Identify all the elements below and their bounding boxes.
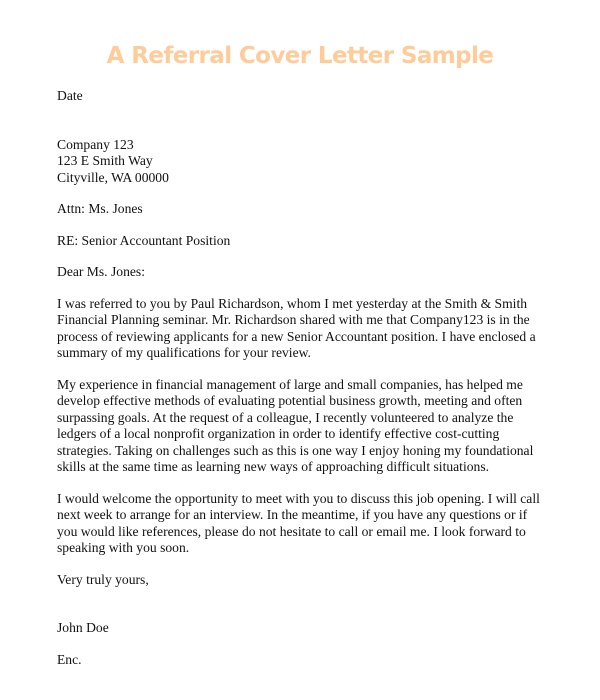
paragraph-line: I would welcome the opportunity to meet with you to discuss this job opening. I will call (57, 490, 540, 506)
address-street: 123 E Smith Way (57, 153, 153, 168)
recipient-address (57, 137, 552, 187)
paragraph-line: you would like references, please do not hesitate to call or email me. I look forward to (57, 523, 526, 539)
paragraph-line: summary of my qualifications for your review. (57, 345, 311, 360)
body-paragraph-2 (57, 377, 552, 476)
paragraph-line: process of reviewing applicants for a new Senior Accountant position. I have enclosed a (57, 328, 536, 344)
paragraph-line: skills at the same time as learning new ways of approaching difficult situations. (57, 459, 490, 474)
date-line: Date (57, 88, 83, 103)
paragraph-line: next week to arrange for an interview. In the meantime, if you have any questions or if (57, 507, 528, 522)
subject-line: RE: Senior Accountant Position (57, 232, 231, 248)
paragraph-line: surpassing goals. At the request of a colleague, I recently volunteered to analyze the (57, 409, 514, 425)
salutation: Dear Ms. Jones: (57, 264, 145, 279)
paragraph-line: ledgers of a local nonprofit organization in order to identify effective cost-cutting (57, 426, 500, 441)
attention-line: Attn: Ms. Jones (57, 201, 143, 216)
paragraph-line: My experience in financial management of large and small companies, has helped me (57, 376, 523, 392)
paragraph-line: speaking with you soon. (57, 540, 190, 555)
letter-body (57, 88, 552, 668)
paragraph-line: develop effective methods of evaluating potential business growth, meeting and often (57, 393, 523, 408)
address-company: Company 123 (57, 136, 134, 152)
paragraph-line: Financial Planning seminar. Mr. Richardson shared with me that Company123 is in the (57, 312, 530, 327)
document-title: A Referral Cover Letter Sample (106, 43, 494, 69)
body-paragraph-3 (57, 491, 552, 557)
signature-name: John Doe (57, 620, 109, 635)
closing: Very truly yours, (57, 571, 149, 587)
enclosure-note: Enc. (57, 651, 82, 667)
body-paragraph-1 (57, 296, 552, 362)
paragraph-line: I was referred to you by Paul Richardson, whom I met yesterday at the Smith & Smith (57, 295, 528, 311)
paragraph-line: strategies. Taking on challenges such as this is one way I enjoy honing my foundational (57, 442, 534, 458)
address-city: Cityville, WA 00000 (57, 169, 169, 185)
